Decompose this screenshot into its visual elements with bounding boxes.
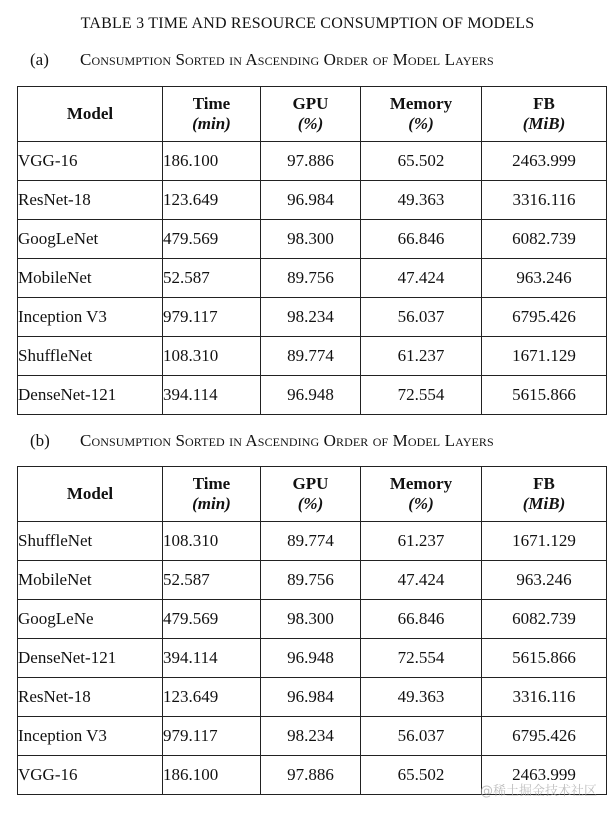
table-row	[18, 561, 607, 600]
cell-gpu: 96.984	[261, 181, 361, 220]
table-row	[18, 142, 607, 181]
cell-time: 479.569	[163, 220, 261, 259]
header-memory: Memory	[361, 467, 482, 495]
cell-memory: 47.424	[361, 561, 482, 600]
cell-gpu: 96.984	[261, 678, 361, 717]
cell-fb: 5615.866	[482, 639, 607, 678]
cell-memory: 72.554	[361, 376, 482, 415]
cell-fb: 6082.739	[482, 600, 607, 639]
cell-memory: 65.502	[361, 142, 482, 181]
header-gpu-unit: (%)	[261, 114, 361, 142]
header-model: Model	[18, 87, 163, 142]
cell-memory: 49.363	[361, 678, 482, 717]
subcaption-label: (b)	[30, 431, 50, 450]
consumption-table-b	[17, 466, 607, 795]
cell-fb: 963.246	[482, 561, 607, 600]
header-fb-unit: (MiB)	[482, 494, 607, 522]
table-row	[18, 337, 607, 376]
cell-memory: 56.037	[361, 298, 482, 337]
cell-time: 52.587	[163, 259, 261, 298]
cell-gpu: 98.234	[261, 298, 361, 337]
header-memory-unit: (%)	[361, 114, 482, 142]
cell-gpu: 97.886	[261, 756, 361, 795]
table-row	[18, 259, 607, 298]
cell-fb: 6795.426	[482, 717, 607, 756]
header-fb-unit: (MiB)	[482, 114, 607, 142]
cell-gpu: 98.300	[261, 220, 361, 259]
cell-model: Inception V3	[18, 298, 163, 337]
table-row	[18, 298, 607, 337]
header-gpu-unit: (%)	[261, 494, 361, 522]
cell-memory: 65.502	[361, 756, 482, 795]
cell-gpu: 89.774	[261, 337, 361, 376]
table-row	[18, 717, 607, 756]
cell-time: 479.569	[163, 600, 261, 639]
header-gpu: GPU	[261, 87, 361, 115]
cell-fb: 1671.129	[482, 337, 607, 376]
header-fb: FB	[482, 87, 607, 115]
cell-model: VGG-16	[18, 142, 163, 181]
cell-gpu: 96.948	[261, 376, 361, 415]
watermark: @稀土掘金技术社区	[480, 784, 598, 799]
cell-model: ResNet-18	[18, 678, 163, 717]
table-row	[18, 600, 607, 639]
cell-memory: 49.363	[361, 181, 482, 220]
cell-time: 394.114	[163, 639, 261, 678]
table-row	[18, 678, 607, 717]
cell-gpu: 98.300	[261, 600, 361, 639]
cell-model: ShuffleNet	[18, 522, 163, 561]
cell-time: 108.310	[163, 522, 261, 561]
cell-fb: 3316.116	[482, 181, 607, 220]
cell-model: GoogLeNet	[18, 220, 163, 259]
cell-memory: 56.037	[361, 717, 482, 756]
header-time-unit: (min)	[163, 114, 261, 142]
header-time: Time	[163, 467, 261, 495]
cell-time: 52.587	[163, 561, 261, 600]
header-fb: FB	[482, 467, 607, 495]
cell-fb: 3316.116	[482, 678, 607, 717]
cell-model: ResNet-18	[18, 181, 163, 220]
table-row	[18, 376, 607, 415]
table-row	[18, 220, 607, 259]
cell-gpu: 89.756	[261, 561, 361, 600]
cell-time: 123.649	[163, 678, 261, 717]
cell-gpu: 98.234	[261, 717, 361, 756]
cell-time: 186.100	[163, 756, 261, 795]
cell-memory: 66.846	[361, 220, 482, 259]
cell-gpu: 89.774	[261, 522, 361, 561]
consumption-table-a	[17, 86, 607, 415]
cell-time: 108.310	[163, 337, 261, 376]
cell-time: 979.117	[163, 717, 261, 756]
cell-model: VGG-16	[18, 756, 163, 795]
cell-model: Inception V3	[18, 717, 163, 756]
cell-model: ShuffleNet	[18, 337, 163, 376]
subcaption-text: Consumption Sorted in Ascending Order of Model Layers	[80, 431, 494, 450]
cell-memory: 61.237	[361, 337, 482, 376]
header-time-unit: (min)	[163, 494, 261, 522]
header-model: Model	[18, 467, 163, 522]
subcaption-b	[30, 431, 494, 451]
subcaption-label: (a)	[30, 50, 49, 69]
cell-gpu: 96.948	[261, 639, 361, 678]
subcaption-a	[30, 50, 494, 70]
cell-model: GoogLeNe	[18, 600, 163, 639]
cell-fb: 5615.866	[482, 376, 607, 415]
cell-fb: 2463.999	[482, 756, 607, 795]
cell-model: DenseNet-121	[18, 639, 163, 678]
cell-memory: 72.554	[361, 639, 482, 678]
header-memory: Memory	[361, 87, 482, 115]
subcaption-text: Consumption Sorted in Ascending Order of Model Layers	[80, 50, 494, 69]
cell-time: 123.649	[163, 181, 261, 220]
cell-memory: 61.237	[361, 522, 482, 561]
cell-time: 979.117	[163, 298, 261, 337]
table-row	[18, 181, 607, 220]
cell-model: MobileNet	[18, 561, 163, 600]
header-time: Time	[163, 87, 261, 115]
cell-gpu: 97.886	[261, 142, 361, 181]
cell-time: 394.114	[163, 376, 261, 415]
header-gpu: GPU	[261, 467, 361, 495]
table-row	[18, 639, 607, 678]
cell-fb: 963.246	[482, 259, 607, 298]
cell-memory: 66.846	[361, 600, 482, 639]
table-row	[18, 522, 607, 561]
header-memory-unit: (%)	[361, 494, 482, 522]
cell-model: DenseNet-121	[18, 376, 163, 415]
table-caption: TABLE 3 TIME AND RESOURCE CONSUMPTION OF MODELS	[80, 15, 535, 32]
cell-fb: 1671.129	[482, 522, 607, 561]
cell-time: 186.100	[163, 142, 261, 181]
cell-fb: 6795.426	[482, 298, 607, 337]
cell-fb: 2463.999	[482, 142, 607, 181]
cell-model: MobileNet	[18, 259, 163, 298]
cell-fb: 6082.739	[482, 220, 607, 259]
cell-memory: 47.424	[361, 259, 482, 298]
cell-gpu: 89.756	[261, 259, 361, 298]
